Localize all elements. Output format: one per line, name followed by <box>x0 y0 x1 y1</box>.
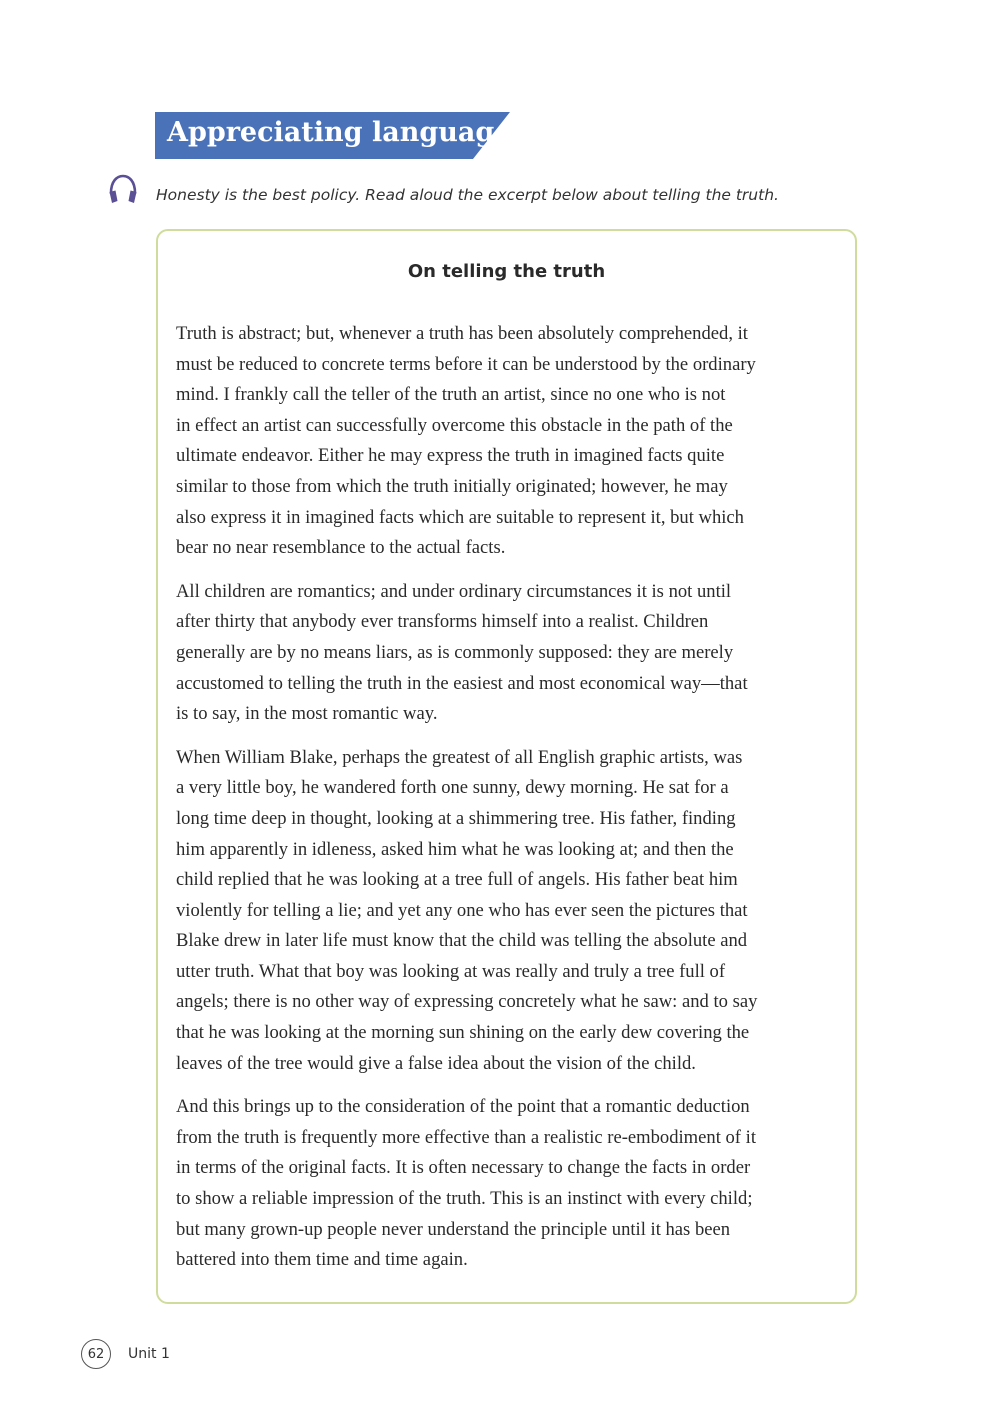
passage-body <box>176 319 856 1289</box>
passage-paragraph: Truth is abstract; but, whenever a truth has been absolutely comprehended, it must be reduced to concrete terms before it can be understood by the ordinary mind. I frankly call the teller of the truth an artist, since no one who is not in effect an artist can successfully overcome this obstacle in the path of the ultimate endeavor. Either he may express the truth in imagined facts quite similar to those from which the truth initially originated; however, he may also express it in imagined facts which are suitable to represent it, but which bear no near resemblance to the actual facts. <box>176 323 756 559</box>
passage-paragraph: All children are romantics; and under ordinary circumstances it is not until after thirty that anybody ever transforms himself into a realist. Children generally are by no means liars, as is commonly supposed: they are merely accustomed to telling the truth in the easiest and most economical way—that is to say, in the most romantic way. <box>176 580 748 725</box>
unit-label: Unit 1 <box>128 1346 170 1362</box>
section-banner <box>155 112 510 159</box>
passage-title: On telling the truth <box>407 261 606 282</box>
section-title: Appreciating language <box>167 117 512 148</box>
passage-box <box>156 229 857 1304</box>
instruction-text: Honesty is the best policy. Read aloud the excerpt below about telling the truth. <box>156 186 779 204</box>
page-number: 62 <box>81 1339 111 1369</box>
page-footer <box>81 1338 170 1370</box>
headphones-icon[interactable] <box>106 172 140 206</box>
passage-paragraph: When William Blake, perhaps the greatest of all English graphic artists, was a very little boy, he wandered forth one sunny, dewy morning. He sat for a long time deep in thought, looking at a shimmering tree. His father, finding him apparently in idleness, asked him what he was looking at; and then the child replied that he was looking at a tree full of angels. His father beat him violently for telling a lie; and yet any one who has ever seen the pictures that Blake drew in later life must know that the child was telling the absolute and utter truth. What that boy was looking at was really and truly a tree full of angels; there is no other way of expressing concretely what he saw: and to say that he was looking at the morning sun shining on the early dew covering the leaves of the tree would give a false idea about the vision of the child. <box>176 746 758 1074</box>
passage-paragraph: And this brings up to the consideration of the point that a romantic deduction from the truth is frequently more effective than a realistic re-embodiment of it in terms of the original facts. It is often necessary to change the facts in order to show a reliable impression of the truth. This is an instinct with every child; but many grown-up people never understand the principle until it has been battered into them time and time again. <box>176 1096 756 1271</box>
